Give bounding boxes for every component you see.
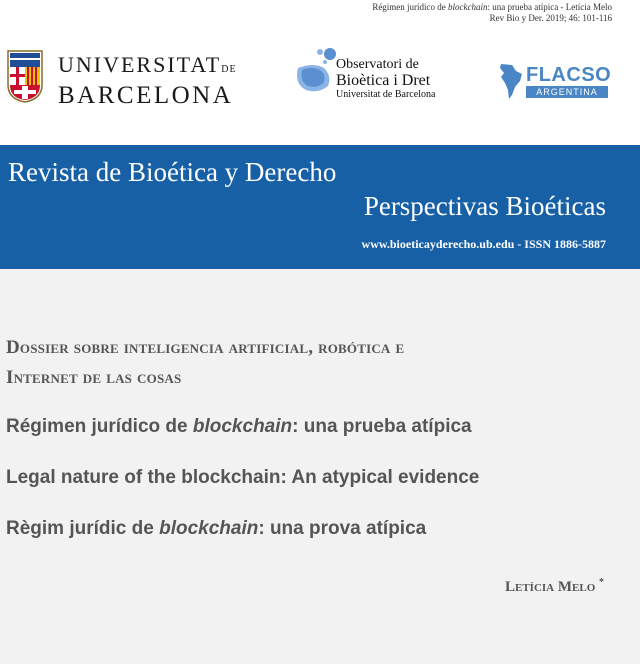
ub-de: DE (221, 64, 237, 75)
observatori-line1: Observatori de (336, 57, 419, 72)
ub-wordmark (58, 53, 237, 110)
running-head-prefix: Régimen jurídico de (372, 2, 449, 12)
journal-banner (0, 145, 640, 269)
flacso-name: FLACSO (526, 64, 612, 86)
journal-title: Revista de Bioética y Derecho (8, 157, 337, 187)
observatori-text (336, 57, 435, 101)
latin-america-map-icon (498, 62, 524, 100)
ub-universitat: UNIVERSITAT (58, 52, 222, 77)
ub-shield-icon (6, 49, 44, 103)
author-footnote-mark[interactable]: * (599, 577, 604, 588)
running-head-citation: Rev Bio y Der. 2019; 46: 101-116 (489, 13, 612, 23)
author-name-text: Letícia Melo (504, 579, 596, 595)
running-head-suffix: : una prueba atípica - Letícia Melo (487, 2, 612, 12)
article-title-english: Legal nature of the blockchain: An atypical evidence (6, 467, 480, 488)
observatori-line3: Universitat de Barcelona (336, 89, 436, 100)
journal-url[interactable]: www.bioeticayderecho.ub.edu - ISSN 1886-5887 (361, 237, 606, 251)
flacso-logo (498, 62, 610, 100)
observatori-mark-icon (294, 46, 338, 94)
universitat-barcelona-logo (2, 47, 242, 107)
journal-subtitle: Perspectivas Bioéticas (363, 191, 606, 221)
title-es-prefix: Régimen jurídico de (6, 416, 193, 437)
ub-barcelona: BARCELONA (58, 82, 234, 109)
observatori-line2: Bioètica i Dret (336, 72, 431, 89)
running-head-article (372, 2, 612, 13)
article-title-spanish (6, 416, 472, 438)
author-name (505, 577, 604, 596)
flacso-country: ARGENTINA (526, 86, 608, 98)
ub-line1 (58, 53, 237, 82)
title-ca-prefix: Règim jurídic de (6, 518, 160, 539)
dossier-title (6, 333, 606, 393)
title-es-suffix: : una prueba atípica (292, 416, 472, 437)
title-es-italic: blockchain (192, 416, 293, 437)
title-ca-suffix: : una prova atípica (258, 518, 427, 539)
article-header (0, 269, 640, 664)
dossier-title-line1: Dossier sobre inteligencia artificial, robótica e (6, 337, 405, 358)
running-head-italic: blockchain (448, 2, 488, 12)
article-title-catalan (6, 518, 426, 540)
dossier-title-line2: Internet de las cosas (6, 367, 182, 388)
observatori-bioetica-logo (294, 46, 464, 106)
title-ca-italic: blockchain (159, 518, 259, 539)
running-head (372, 2, 612, 24)
